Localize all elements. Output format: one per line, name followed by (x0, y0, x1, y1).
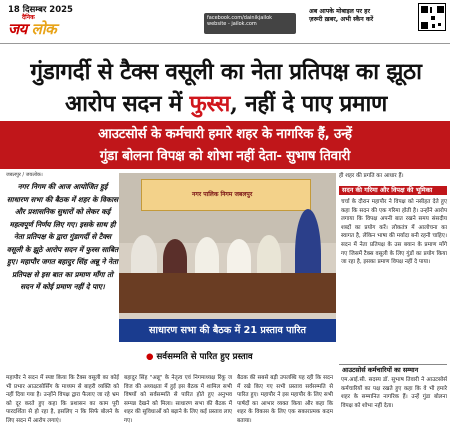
subheadline-banner (0, 121, 450, 169)
right-subhead-1: सदन की गरिमा और विपक्ष की भूमिका (339, 186, 447, 195)
qr-promo-text (309, 8, 373, 24)
stage-poster (141, 179, 311, 211)
masthead (0, 0, 450, 44)
dateline: जबलपुर / जयलोक। (6, 172, 43, 178)
banner-line-1: आउटसोर्स के कर्मचारी हमारे शहर के नागरिक हैं, उन्हें (98, 127, 352, 142)
headline-part-2: , नहीं दे पाए प्रमाण (230, 91, 387, 117)
main-headline (6, 56, 446, 120)
headline-part-1: गुंडागर्दी से टैक्स वसूली का नेता प्रतिपक्ष का झूठा आरोप सदन में (30, 59, 422, 117)
logo-name: जय (8, 20, 27, 38)
lede-text: नगर निगम की आज आयोजित हुई साधारण सभा की बैठक में शहर के विकास और प्रशासनिक सुधारों को लेकर कई महत्वपूर्ण निर्णय लिए गए। इसके साथ ही नेता प्रतिपक्ष के द्वारा गुंडागर्दी से टैक्स वसूली के झूठे आरोप सदन में फुस्स साबित हुए। महापौर जगत बहादुर सिंह अन्नू ने नेता प्रतिपक्ष से इस बात का प्रमाण माँगा तो सदन में कोई प्रमाण नहीं दे पाए। (6, 182, 119, 291)
middle-subhead-text: सर्वसम्मति से पारित हुए प्रस्ताव (156, 352, 253, 362)
website-link[interactable]: website - jailok.com (207, 21, 257, 27)
right-body-text-2: एम.आई.सी. सदस्य डॉ. सुभाष तिवारी ने आउटसोर्स कर्मचारियों का पक्ष रखते हुए कहा कि वे भी हमारे शहर के सम्मानित नागरिक हैं। उन्हें गुंडा बोलना विपक्ष को शोभा नहीं देता। (341, 377, 447, 409)
middle-body-text-1: बहादुर सिंह "अन्नू" के नेतृत्व एवं निगमाध्यक्ष रिंकू ज विज की अध्यक्षता में हुई इस बैठक में शामिल सभी विषयों को सर्वसम्मति से पारित होते हुए अनुभव सम्पन्न देखने को मिला। साधारण सभा की बैठक में शहर की सुविधाओं को बढ़ाने के लिए कई प्रस्ताव लाए गए। (124, 375, 232, 424)
newspaper-logo (8, 15, 72, 39)
right-body-text-1: चर्चा के दौरान महापौर ने विपक्ष को नसीहत देते हुए कहा कि सदन की एक गरिमा होती है। उन्होंने आरोप लगाया कि विपक्ष अपनी बात रखने समय संसदीय शब्दों का प्रयोग करें। लोकतंत्र में आलोचना का स्वागत है, लेकिन भाषा की मर्यादा बनी रहनी चाहिए। सदन में नेता प्रतिपक्ष के उस बयान के प्रमाण माँगे गए जिसमें टैक्स वसूली के लिए गुंडों का प्रयोग किया जा रहा है, इसका प्रमाण विपक्ष नहीं दे पाया। (341, 199, 447, 266)
meeting-photo (119, 173, 336, 333)
middle-subhead: ● सर्वसम्मति से पारित हुए प्रस्ताव (146, 352, 253, 362)
photo-caption: साधारण सभा की बैठक में 21 प्रस्ताव पारित (119, 319, 336, 342)
logo-name-2: लोक (31, 20, 57, 38)
left-body-text: महापौर ने सदन में स्पष्ट किया कि टैक्स वसूली का कोई भी प्रभार आउटसोर्सिंग के माध्यम से बाहरी व्यक्ति को नहीं दिया गया है। उन्होंने विपक्ष द्वारा फैलाए जा रहे भ्रम को दूर करते हुए कहा कि प्रशासन का काम पूरी पारदर्शिता से हो रहा है, इसलिए न कि सिर्फ बोलने के लिए सदन में आरोप लगाएं। (6, 375, 119, 424)
facebook-link[interactable]: facebook.com/dainikjailok (207, 15, 273, 21)
headline-red-word: फुस्स (189, 91, 231, 117)
right-subhead-2: आउटसोर्स कर्मचारियों का सम्मान (339, 364, 447, 374)
issue-date: 18 दिसम्बर 2025 (8, 5, 73, 15)
qr-code-icon[interactable] (418, 3, 446, 31)
right-intro-text: ही शहर की प्रगति का आधार हैं। (339, 173, 404, 179)
banner-line-2: गुंडा बोलना विपक्ष को शोभा नहीं देता- सुभाष तिवारी (99, 149, 351, 164)
social-links-box (204, 13, 296, 34)
right-column-intro (339, 172, 447, 181)
lede-column (6, 172, 119, 294)
poster-text: नगर पालिक निगम जबलपुर (192, 191, 253, 198)
middle-body-text-2: बैठक की सबसे बड़ी उपलब्धि यह रही कि सदन में रखे किए गए सभी प्रस्ताव सर्वसम्मति से पारित हुए। महापौर ने इस महापौर के लिए सभी पार्षदों का आभार व्यक्त किया और कहा कि शहर के विकास के लिए एक सकारात्मक कदम बताया। (237, 375, 333, 424)
promo-line-2: ज़रूरी ख़बर, अभी स्कैन करें (309, 16, 374, 23)
logo-small-text: दैनिक (22, 14, 35, 21)
promo-line-1: अब आपके मोबाइल पर हर (309, 8, 370, 15)
